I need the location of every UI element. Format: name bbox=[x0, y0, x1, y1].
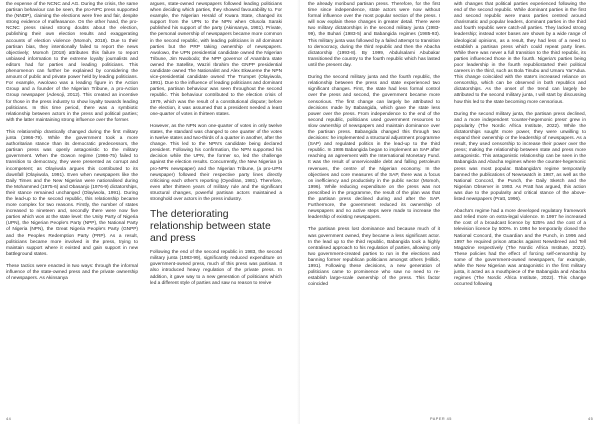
paragraph: the already moribund partisan press. Therefore, for the first time since independence, state actors were now without formal influence over the most popular section of the press. I will now explain these changes in greater detail. There were two military dictatorships in the second military junta (1983-99), the Buhari (1983-5) and Babangida regimes (1985-93). This military junta was followed by a failed attempt to transition to democracy, during the third republic and then the Abacha dictatorship (1993-8). By 1999, Abdulsalami Abubakar transitioned the country to the fourth republic which has lasted until the present day. bbox=[308, 2, 440, 68]
right-page bbox=[300, 0, 600, 424]
paragraph: During the second military junta, the partisan press declined, and a more independent 'counter-hegemonic press' grew in popularity (The Nordic Africa Institute, 2022). While the dictatorships sought more power, they were unwilling to expand their ownership or the leadership of newspapers. As a result, they used censorship to increase their power over the press; making the relationship between state and press more antagonistic. This antagonistic relationship can be seen in the Babangida and Abacha regimes where the counter-hegemonic press was most popular. Babangida's regime temporarily banned the publications of Newswatch in 1987, as well as the National Concord, the Punch, the Daily Sketch and the Nigerian Observer in 1993. As Pratt has argued, this action was due to the popularity and critical stance of the above-listed newspapers (Pratt, 1996). bbox=[454, 111, 586, 202]
paragraph: However, as the NPN won one-quarter of votes in only twelve states, the standard was changed to one quarter of the votes in twelve states and two-thirds of a quarter in another, after the change. This led to the NPN's candidate being declared president. Following his confirmation, the NPN supported his decision while the UPN, the former so, led the challenge against the election results. Concurrently, the New Nigerian (a pro-NPN newspaper) and the Nigerian Tribune, (a pro-UPN newspaper) followed their respective party lines directly criticising each other's reporting (Oyediran, 1981). Therefore, even after thirteen years of military rule and the significant structural changes, powerful partisan actors maintained a stronghold over actors in the press industry. bbox=[150, 123, 282, 202]
page-number-right: 45 bbox=[588, 417, 594, 421]
text-column-4 bbox=[454, 2, 586, 288]
paragraph: This relationship drastically changed during the first military junta (1966-79). While the government took a more authoritarian stance than its democratic predecessors, the partisan press was openly antagonistic to the military government. When the Gowon regime (1966-75) failed to transition to democracy, they were presented as corrupt and incompetent; as Olayiwola argues this contributed to its downfall (Olayiwola, 1991). Even when newspapers like the Daily Times and the New Nigerian were nationalised during the Mohammed (1975-6) and Obasanjo (1976-9) dictatorships, their stance remained unchanged (Olayiwola, 1991). During the lead-up to the second republic, this relationship became more complex for two reasons. Firstly, the number of states increased to nineteen and, secondly there were now five parties which won at the state level: the Unity Party of Nigeria (UPN), the Nigerian People's Party (NPP), the National Party of Nigeria (NPN), the Great Nigeria People's Party (GNPP) and the Peoples Redemption Party (PRP). As a result, politicians became more involved in the press, trying to maintain support where it existed and gain support in new battleground states. bbox=[6, 129, 138, 257]
text-column-2 bbox=[150, 2, 282, 287]
paragraph: with changes that political parties experienced following the end of the second republic. While dominant parties in the first and second republic were mass parties centred around charismatic and popular leaders, dominant parties in the third and fourth republic were catch-all parties. They lacked strong leadership; instead voter bases are shown by a wide range of ideological opinions, as a result, they had less of a need to establish a partisan press which could repeat party lines. While there was never a full transition to the third republic, its parties influenced those in the fourth. Nigeria's parties being poor leadership in the fourth republicstarted their political careers in the third, such as Bola Tinubu and Umaru Yar'Adua. This change coincided with the state's increased reliance on censorship, which can be observed in both republics and dictatorships. As the onset of the trend can largely be attributed to the second military junta, I will start by discussing how this led to the state becoming more censorious. bbox=[454, 2, 586, 105]
paragraph: Following the end of the second republic in 1983, the second military junta (1983-99), significantly reduced expenditure on government-owned press, much of this press was partisan. It also introduced heavy regulation of the private press. In addition, it gave way to a new generation of politicians which led a different style of parties and saw no reason to revive bbox=[150, 250, 282, 286]
paragraph: The partisan press lost dominance and because much of it was government owned, they became a less significant actor. In the lead up to the third republic, Babangida took a highly centralised approach to his regulation of parties, allowing only two government-created parties to run in the elections and banning former republican politicians amongst others (Hillick, 1991). Following these decisions, a new generation of politicians came to prominence who saw no need to re-establish large-scale ownership of the press. This factor coincided bbox=[308, 227, 440, 288]
paragraph: During the second military junta and the fourth republic, the relationship between the press and state experienced two significant changes. First, the state had less formal control over the press and second, the government became more censorious. The first change can largely be attributed to decisions made by Babangida, which gave the state less power over the press. From independence to the end of the second republic, politicians used government resources to slow ownership of newspapers and maintain dominance over the partisan press. Babangida changed this through two decisions: he implemented a structural adjustment programme (SAP) and regulated politics in the lead-up to the third republic. In 1986 Babangida began to implement an SAP after reaching an agreement with the International Monetary Fund. It was the result of unserviceable debt and falling petroleum revenues, the centre of the Nigerian economy. In the objectives and core measures of the SAP, there was a focus on inefficiency and productivity in the public sector (Momoh, 1996). While reducing expenditure on the press was not prescribed in the programme, the result of the plan was that the partisan press declined during and after the SAP. Furthermore, the government reduced its ownership of newspapers and no active steps were made to increase the leadership of existing newspapers. bbox=[308, 75, 440, 221]
page-number-left: 44 bbox=[6, 417, 12, 421]
section-heading: The deteriorating relationship between state and press bbox=[150, 209, 271, 245]
text-column-3 bbox=[308, 2, 440, 288]
text-column-1 bbox=[6, 2, 138, 282]
paragraph: argues, state-owned newspapers followed leading politicians when deciding which parties, they showed favourability to. For example, the Nigerian Herald of Kwara State, changed its support from the UPN to the NPN when Olusola Saraki published his support of the party (Akinsanya, 1981). Private, the personal ownership of newspapers became more common in the second republic, with leading politicians in all dominant parties but the PRP taking ownership of newspapers. Awolowo, the UPN presidential candidate owned the Nigerian Tribune, Jim Nwobodo; the NPP governor of Anambra state owned the Satellite, Waziri Ibrahim the GNPP presidential candidate owned The Nationalist and Alex Ekwueme the NPN vice-presidential candidate owned The Trumpet (Olayiwola, 1991). Due to the influence of leading politicians and dominant parties, partisan behaviour was seen throughout the second republic. This behaviour contributed to the election crisis of 1979, which was the result of a constitutional dispute; before the election, it was assumed that a president needed a least one-quarter of votes in thirteen states. bbox=[150, 2, 282, 117]
running-head: PAPER 45 bbox=[430, 417, 452, 421]
paragraph: the expense of the NCNC and AG. During the crisis, the same partisan behaviour can be seen, the pro-NPC press supported the (NNDP), claiming the elections were free and fair, despite strong evidence of malfeasance. On the other hand, the pro-NCNC press raised strong doubts about the election, publishing their own election results and exaggerating accounts of election violence (Momoh, 2018). Due to their partisan bias, they intentionally failed to report the news objectively; Momoh (2018) attributes this failure to report unbiased information to the extreme loyalty journalists and editors had for parties and leading politicians. This phenomenon can further be explained by considering the amount of public and private power held by leading politicians. For example, Awolowo was a leading figure in the Action Group and a founder of the Nigerian Tribune, a pro-Action Group newspaper (Adesoji, 2012). This created an incentive for those in the press industry to show loyalty towards leading politicians. In this time period, there was a symbiotic relationship between actors in the press and political parties; with the latter maintaining strong influence over the former. bbox=[6, 2, 138, 123]
paragraph: These tactics were enacted in two ways: through the informal influence of the state-owned press and the private ownership of newspapers. As Akinsanya bbox=[6, 264, 138, 282]
paragraph: Abacha's regime had a more developed regulatory framework and relied more on extra-legal violence. In 1997 he increased the cost of a broadcast licence by 525% and the cost of a television licence by 500%. In 1994 he temporarily closed the National Concord, the Guardian and the Punch, in 1996 and 1997 he required prison attacks against Newsbreed and Tell Magazine respectively (The Nordic Africa Institute, 2022). These policies had the effect of forcing self-censorship by some of the government-owned newspapers, for example, while the New Nigerian was antagonistic in the first military junta, it acted as a mouthpiece of the Babangida and Abacha regimes (The Nordic Africa Institute, 2022). This change occurred following bbox=[454, 209, 586, 288]
